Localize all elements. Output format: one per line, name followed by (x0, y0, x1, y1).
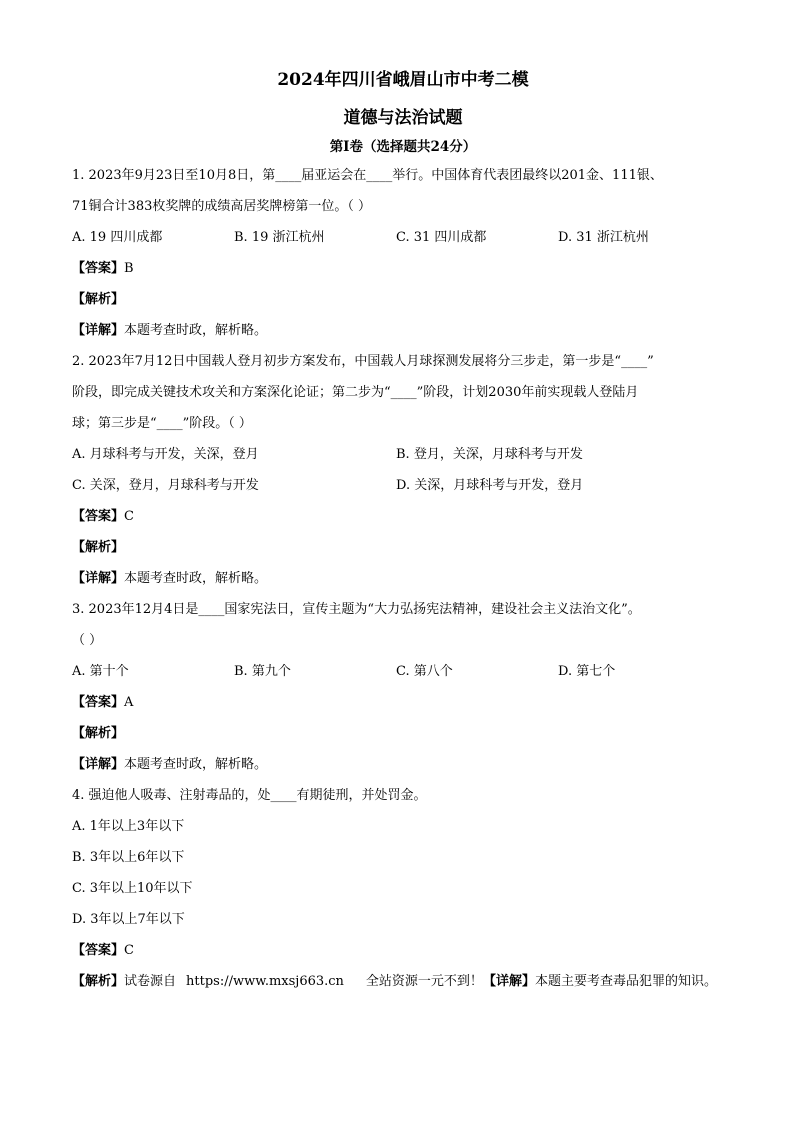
answer-label: 【答案】 (72, 509, 125, 524)
question-4-answer (72, 935, 734, 966)
detail-label: 【详解】 (482, 974, 535, 989)
question-3-option-a: A. 第十个 (72, 664, 129, 679)
question-2-options-row-1 (72, 439, 734, 470)
question-2-detail (72, 563, 734, 594)
promo-text: 全站资源一元不到！ (365, 974, 483, 989)
question-1 (72, 160, 734, 346)
answer-value: C (124, 509, 134, 524)
analysis-label: 【解析】 (72, 974, 125, 989)
question-2 (72, 346, 734, 594)
answer-label: 【答案】 (72, 943, 125, 958)
section-heading: 第Ⅰ卷（选择题共24分） (329, 139, 477, 155)
exam-subtitle: 道德与法治试题 (343, 108, 463, 128)
analysis-label: 【解析】 (72, 540, 125, 555)
question-3-option-c: C. 第八个 (396, 664, 453, 679)
question-1-options (72, 222, 734, 253)
answer-value: B (124, 261, 134, 276)
question-3-option-b: B. 第九个 (234, 664, 291, 679)
question-4-option-a: A. 1年以上3年以下 (72, 819, 185, 834)
analysis-label: 【解析】 (72, 292, 125, 307)
question-3-detail (72, 749, 734, 780)
question-2-option-b: B. 登月，关深，月球科考与开发 (396, 447, 583, 462)
question-2-option-c: C. 关深，登月，月球科考与开发 (72, 478, 259, 493)
question-2-stem-line-1: 2. 2023年7月12日中国载人登月初步方案发布，中国载人月球探测发展将分三步走，第一步是“____” (72, 354, 654, 369)
question-1-option-b: B. 19 浙江杭州 (234, 230, 325, 245)
question-4 (72, 780, 734, 997)
question-1-option-c: C. 31 四川成都 (396, 230, 487, 245)
detail-text: 本题考查时政，解析略。 (124, 757, 268, 772)
answer-label: 【答案】 (72, 261, 125, 276)
question-3-option-d: D. 第七个 (558, 664, 616, 679)
detail-text: 本题主要考查毒品犯罪的知识。 (534, 974, 717, 989)
question-1-option-d: D. 31 浙江杭州 (558, 230, 649, 245)
question-4-option-d: D. 3年以上7年以下 (72, 912, 185, 927)
question-3-options (72, 656, 734, 687)
question-3-stem-line-2: （ ） (72, 633, 103, 648)
exam-title: 2024年四川省峨眉山市中考二模 (277, 70, 529, 90)
answer-value: A (124, 695, 134, 710)
question-2-option-a: A. 月球科考与开发，关深，登月 (72, 447, 259, 462)
analysis-label: 【解析】 (72, 726, 125, 741)
question-2-options-row-2 (72, 470, 734, 501)
detail-text: 本题考查时政，解析略。 (124, 323, 268, 338)
question-1-detail (72, 315, 734, 346)
question-2-stem-line-3: 球；第三步是“____”阶段。（ ） (72, 416, 252, 431)
answer-value: C (124, 943, 134, 958)
question-1-analysis (72, 284, 734, 315)
detail-text: 本题考查时政，解析略。 (124, 571, 268, 586)
question-2-analysis (72, 532, 734, 563)
question-1-stem-line-2: 71铜合计383枚奖牌的成绩高居奖牌榜第一位。（ ） (72, 199, 371, 214)
answer-label: 【答案】 (72, 695, 125, 710)
question-2-answer (72, 501, 734, 532)
question-4-option-b: B. 3年以上6年以下 (72, 850, 185, 865)
question-1-option-a: A. 19 四川成都 (72, 230, 163, 245)
question-1-answer (72, 253, 734, 284)
detail-label: 【详解】 (72, 323, 125, 338)
question-3-answer (72, 687, 734, 718)
question-2-stem-line-2: 阶段，即完成关键技术攻关和方案深化论证；第二步为“____”阶段，计划2030年前实现载人登陆月 (72, 385, 639, 400)
question-3-stem-line-1: 3. 2023年12月4日是____国家宪法日，宣传主题为“大力弘扬宪法精神，建设社会主义法治文化”。 (72, 602, 641, 617)
analysis-source-text: 试卷源自 (124, 974, 177, 989)
question-4-analysis (72, 966, 734, 997)
question-4-stem-line-1: 4. 强迫他人吸毒、注射毒品的，处____有期徒刑，并处罚金。 (72, 788, 427, 803)
question-3 (72, 594, 734, 780)
question-2-option-d: D. 关深，月球科考与开发，登月 (396, 478, 584, 493)
question-1-stem-line-1: 1. 2023年9月23日至10月8日，第____届亚运会在____举行。中国体育代表团最终以201金、111银、 (72, 168, 663, 183)
question-4-option-c: C. 3年以上10年以下 (72, 881, 193, 896)
source-link[interactable]: https://www.mxsj663.cn (186, 974, 344, 989)
detail-label: 【详解】 (72, 757, 125, 772)
question-3-analysis (72, 718, 734, 749)
detail-label: 【详解】 (72, 571, 125, 586)
